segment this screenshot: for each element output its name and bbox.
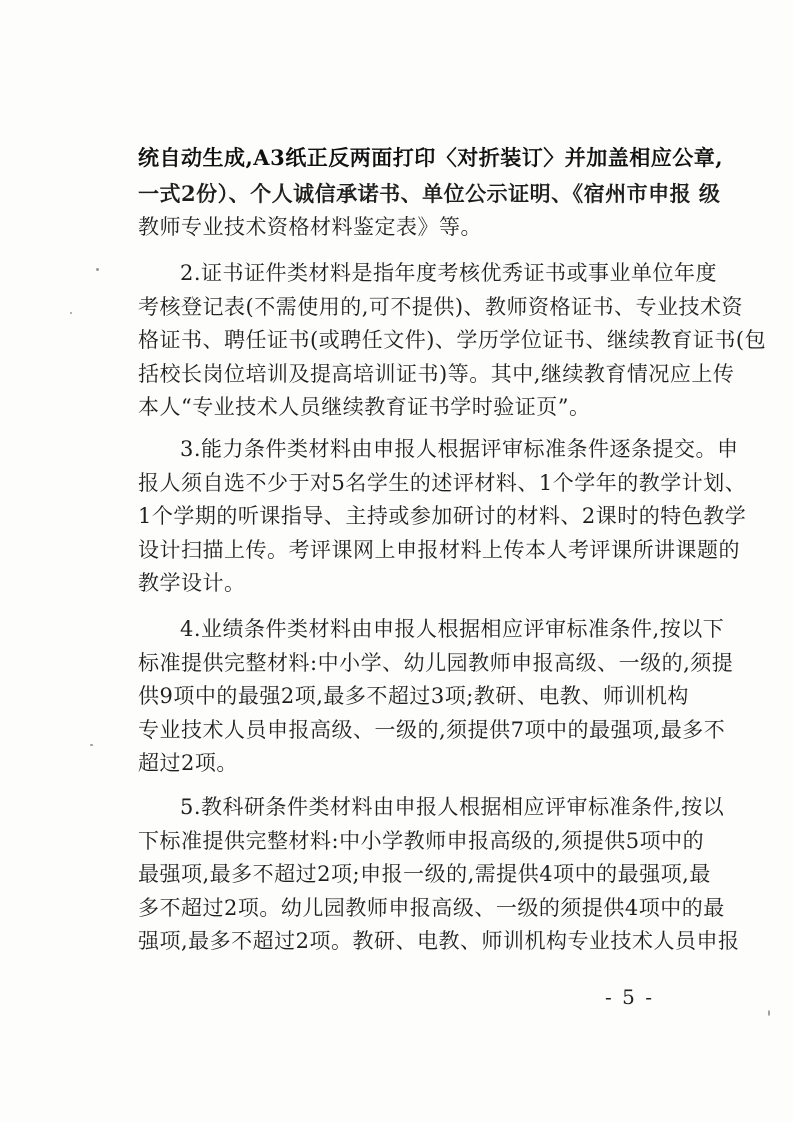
text-line: 设计扫描上传。考评课网上申报材料上传本人考评课所讲课题的 xyxy=(138,537,740,562)
text-line: 教学设计。 xyxy=(138,571,246,595)
text-line: 3.能力条件类材料由申报人根据评审标准条件逐条提交。申 xyxy=(180,437,739,461)
page-number: - 5 - xyxy=(605,985,654,1009)
text-line: 下标准提供完整材料:中小学教师申报高级的,须提供5项中的 xyxy=(138,828,705,853)
text-line: 本人“专业技术人员继续教育证书学时验证页”。 xyxy=(138,395,591,419)
text-line: 一式2份）、个人诚信承诺书、单位公示证明、《宿州市申报 级 xyxy=(138,181,721,206)
text-line: 专业技术人员申报高级、一级的,须提供7项中的最强项,最多不 xyxy=(138,717,726,742)
text-line: 括校长岗位培训及提高培训证书)等。其中,继续教育情况应上传 xyxy=(138,361,735,386)
paragraph-4 xyxy=(138,613,734,781)
scan-speck xyxy=(96,268,99,271)
text-line: 统自动生成,A3纸正反两面打印〈对折装订〉并加盖相应公章, xyxy=(138,145,724,170)
text-line: 4.业绩条件类材料由申报人根据相应评审标准条件,按以下 xyxy=(180,617,725,641)
paragraph-5 xyxy=(138,791,740,959)
text-line: 多不超过2项。幼儿园教师申报高级、一级的须提供4项中的最 xyxy=(138,895,725,920)
paragraph-3 xyxy=(138,433,747,601)
text-line: 供9项中的最强2项,最多不超过3项;教研、电教、师训机构 xyxy=(138,684,689,708)
text-line: 标准提供完整材料:中小学、幼儿园教师申报高级、一级的,须提 xyxy=(138,650,734,675)
scan-speck xyxy=(768,1010,770,1016)
text-line: 最强项,最多不超过2项;申报一级的,需提供4项中的最强项,最 xyxy=(138,862,711,886)
text-line: 教师专业技术资格材料鉴定表》等。 xyxy=(138,214,482,239)
text-line: 强项,最多不超过2项。教研、电教、师训机构专业技术人员申报 xyxy=(138,929,740,953)
text-line: 超过2项。 xyxy=(138,751,238,775)
text-line: 考核登记表(不需使用的,可不提供)、教师资格证书、专业技术资 xyxy=(138,294,744,319)
text-line: 格证书、聘任证书(或聘任文件)、学历学位证书、继续教育证书(包 xyxy=(138,328,767,352)
intro-continuation xyxy=(138,177,721,244)
text-line: 报人须自选不少于对5名学生的述评材料、1个学年的教学计划、 xyxy=(138,470,747,495)
text-line: 2.证书证件类材料是指年度考核优秀证书或事业单位年度 xyxy=(180,261,718,285)
text-line: 1个学期的听课指导、主持或参加研讨的材料、2课时的特色教学 xyxy=(138,504,747,528)
bold-intro-paragraph xyxy=(138,141,724,175)
paragraph-2 xyxy=(138,257,767,425)
scan-speck xyxy=(70,312,72,314)
text-line: 5.教科研条件类材料由申报人根据相应评审标准条件,按以 xyxy=(180,795,725,819)
scan-speck xyxy=(90,744,93,746)
